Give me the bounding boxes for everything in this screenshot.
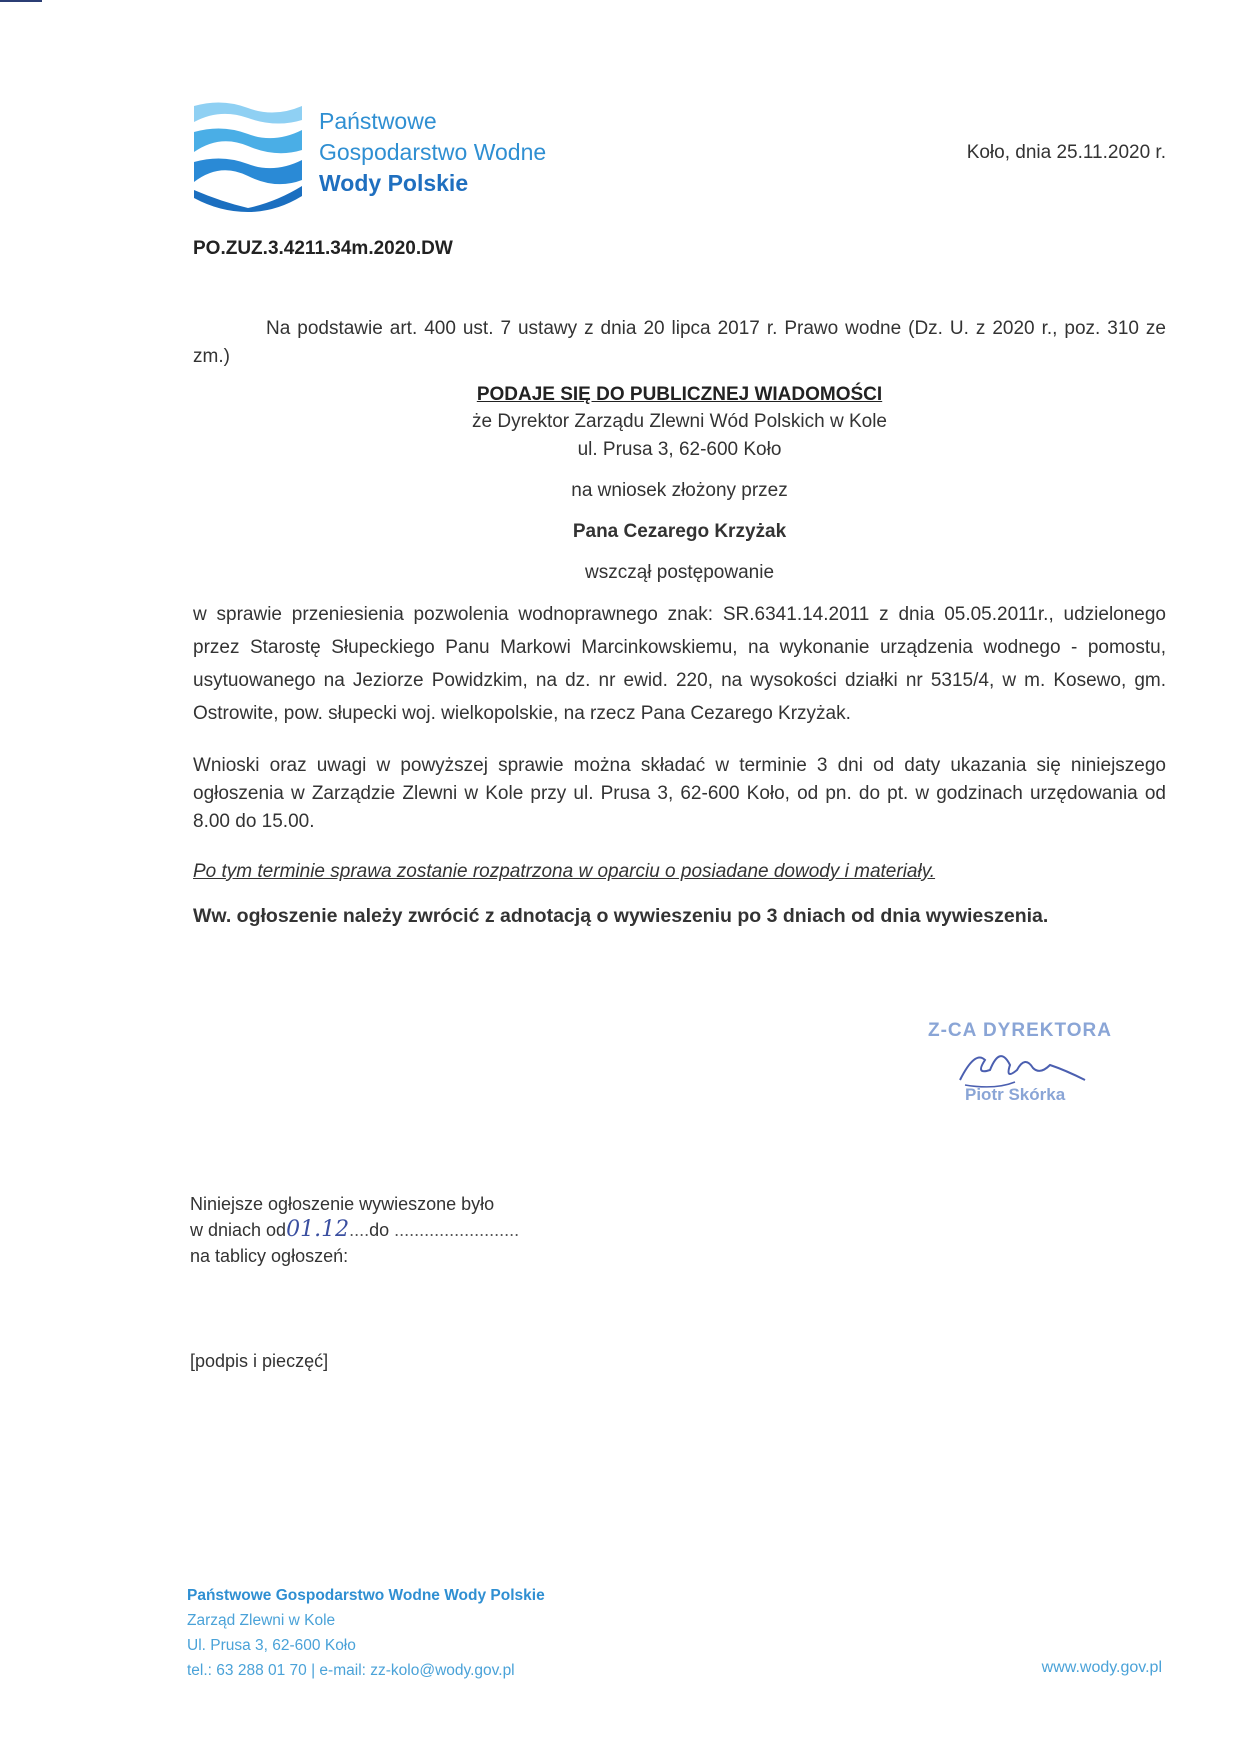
org-name-line3: Wody Polskie <box>319 170 469 196</box>
stamp-role: Z-CA DYREKTORA <box>928 1020 1112 1041</box>
announcement-header: PODAJE SIĘ DO PUBLICZNEJ WIADOMOŚCI <box>476 384 883 405</box>
deadline-note: Po tym terminie sprawa zostanie rozpatrzona w oparciu o posiadane dowody i materiały. <box>193 861 936 882</box>
posting-line3: na tablicy ogłoszeń: <box>190 1246 349 1266</box>
corner-mark <box>0 0 42 2</box>
applicant-name: Pana Cezarego Krzyżak <box>572 521 787 542</box>
footer-contact: tel.: 63 288 01 70 | e-mail: zz-kolo@wody.gov.pl <box>187 1662 515 1679</box>
legal-basis: Na podstawie art. 400 ust. 7 ustawy z dnia 20 lipca 2017 r. Prawo wodne (Dz. U. z 2020 r., poz. 310 ze zm.) <box>193 318 1166 367</box>
reference-number: PO.ZUZ.3.4211.34m.2020.DW <box>193 238 453 259</box>
footer-website: www.wody.gov.pl <box>1041 1659 1162 1676</box>
posting-dots-after-date: .... <box>349 1220 370 1240</box>
footer-address: Ul. Prusa 3, 62-600 Koło <box>187 1637 356 1654</box>
posting-line1: Niniejsze ogłoszenie wywieszone było <box>190 1194 495 1214</box>
footer-org: Państwowe Gospodarstwo Wodne Wody Polskie <box>187 1587 545 1604</box>
matter-description: w sprawie przeniesienia pozwolenia wodnoprawnego znak: SR.6341.14.2011 z dnia 05.05.2011r., udzielonego przez Starostę Słupeckiego Panu Markowi Marcinkowskiemu, na wykonanie urządzenia wodnego - pomostu, usytuowanego na Jeziorze Powidzkim, na dz. nr ewid. 220, na wysokości działki nr 5315/4, w m. Kosewo, gm. Ostrowite, pow. słupecki woj. wielkopolskie, na rzecz Pana Cezarego Krzyżak. <box>193 604 1166 724</box>
stamp-name: Piotr Skórka <box>965 1085 1066 1104</box>
request-by: na wniosek złożony przez <box>571 480 788 501</box>
footer <box>187 1583 545 1683</box>
waves-logo-icon <box>192 100 304 212</box>
announcement-line1: że Dyrektor Zarządu Zlewni Wód Polskich w Kole <box>472 411 887 432</box>
posting-to-dots: ......................... <box>394 1220 520 1240</box>
signature-label: [podpis i pieczęć] <box>190 1351 329 1371</box>
submissions-info: Wnioski oraz uwagi w powyższej sprawie można składać w terminie 3 dni od daty ukazania się niniejszego ogłoszenia w Zarządzie Zlewni w Kole przy ul. Prusa 3, 62-600 Koło, od pn. do pt. w godzinach urzędowania od 8.00 do 15.00. <box>193 755 1166 832</box>
org-name-line1: Państwowe <box>319 108 437 134</box>
action-taken: wszczął postępowanie <box>584 562 775 583</box>
organization-name <box>319 106 546 199</box>
org-name-line2: Gospodarstwo Wodne <box>319 139 547 165</box>
document-date: Koło, dnia 25.11.2020 r. <box>966 142 1166 163</box>
posting-to-label: do <box>369 1220 390 1240</box>
footer-unit: Zarząd Zlewni w Kole <box>187 1612 336 1629</box>
handwritten-date: 01.12 <box>286 1217 350 1242</box>
return-note: Ww. ogłoszenie należy zwrócić z adnotacją o wywieszeniu po 3 dniach od dnia wywieszenia. <box>193 905 1049 927</box>
posting-dates <box>190 1217 519 1243</box>
announcement-line2: ul. Prusa 3, 62-600 Koło <box>577 439 782 460</box>
posting-prefix: w dniach od <box>190 1220 287 1240</box>
